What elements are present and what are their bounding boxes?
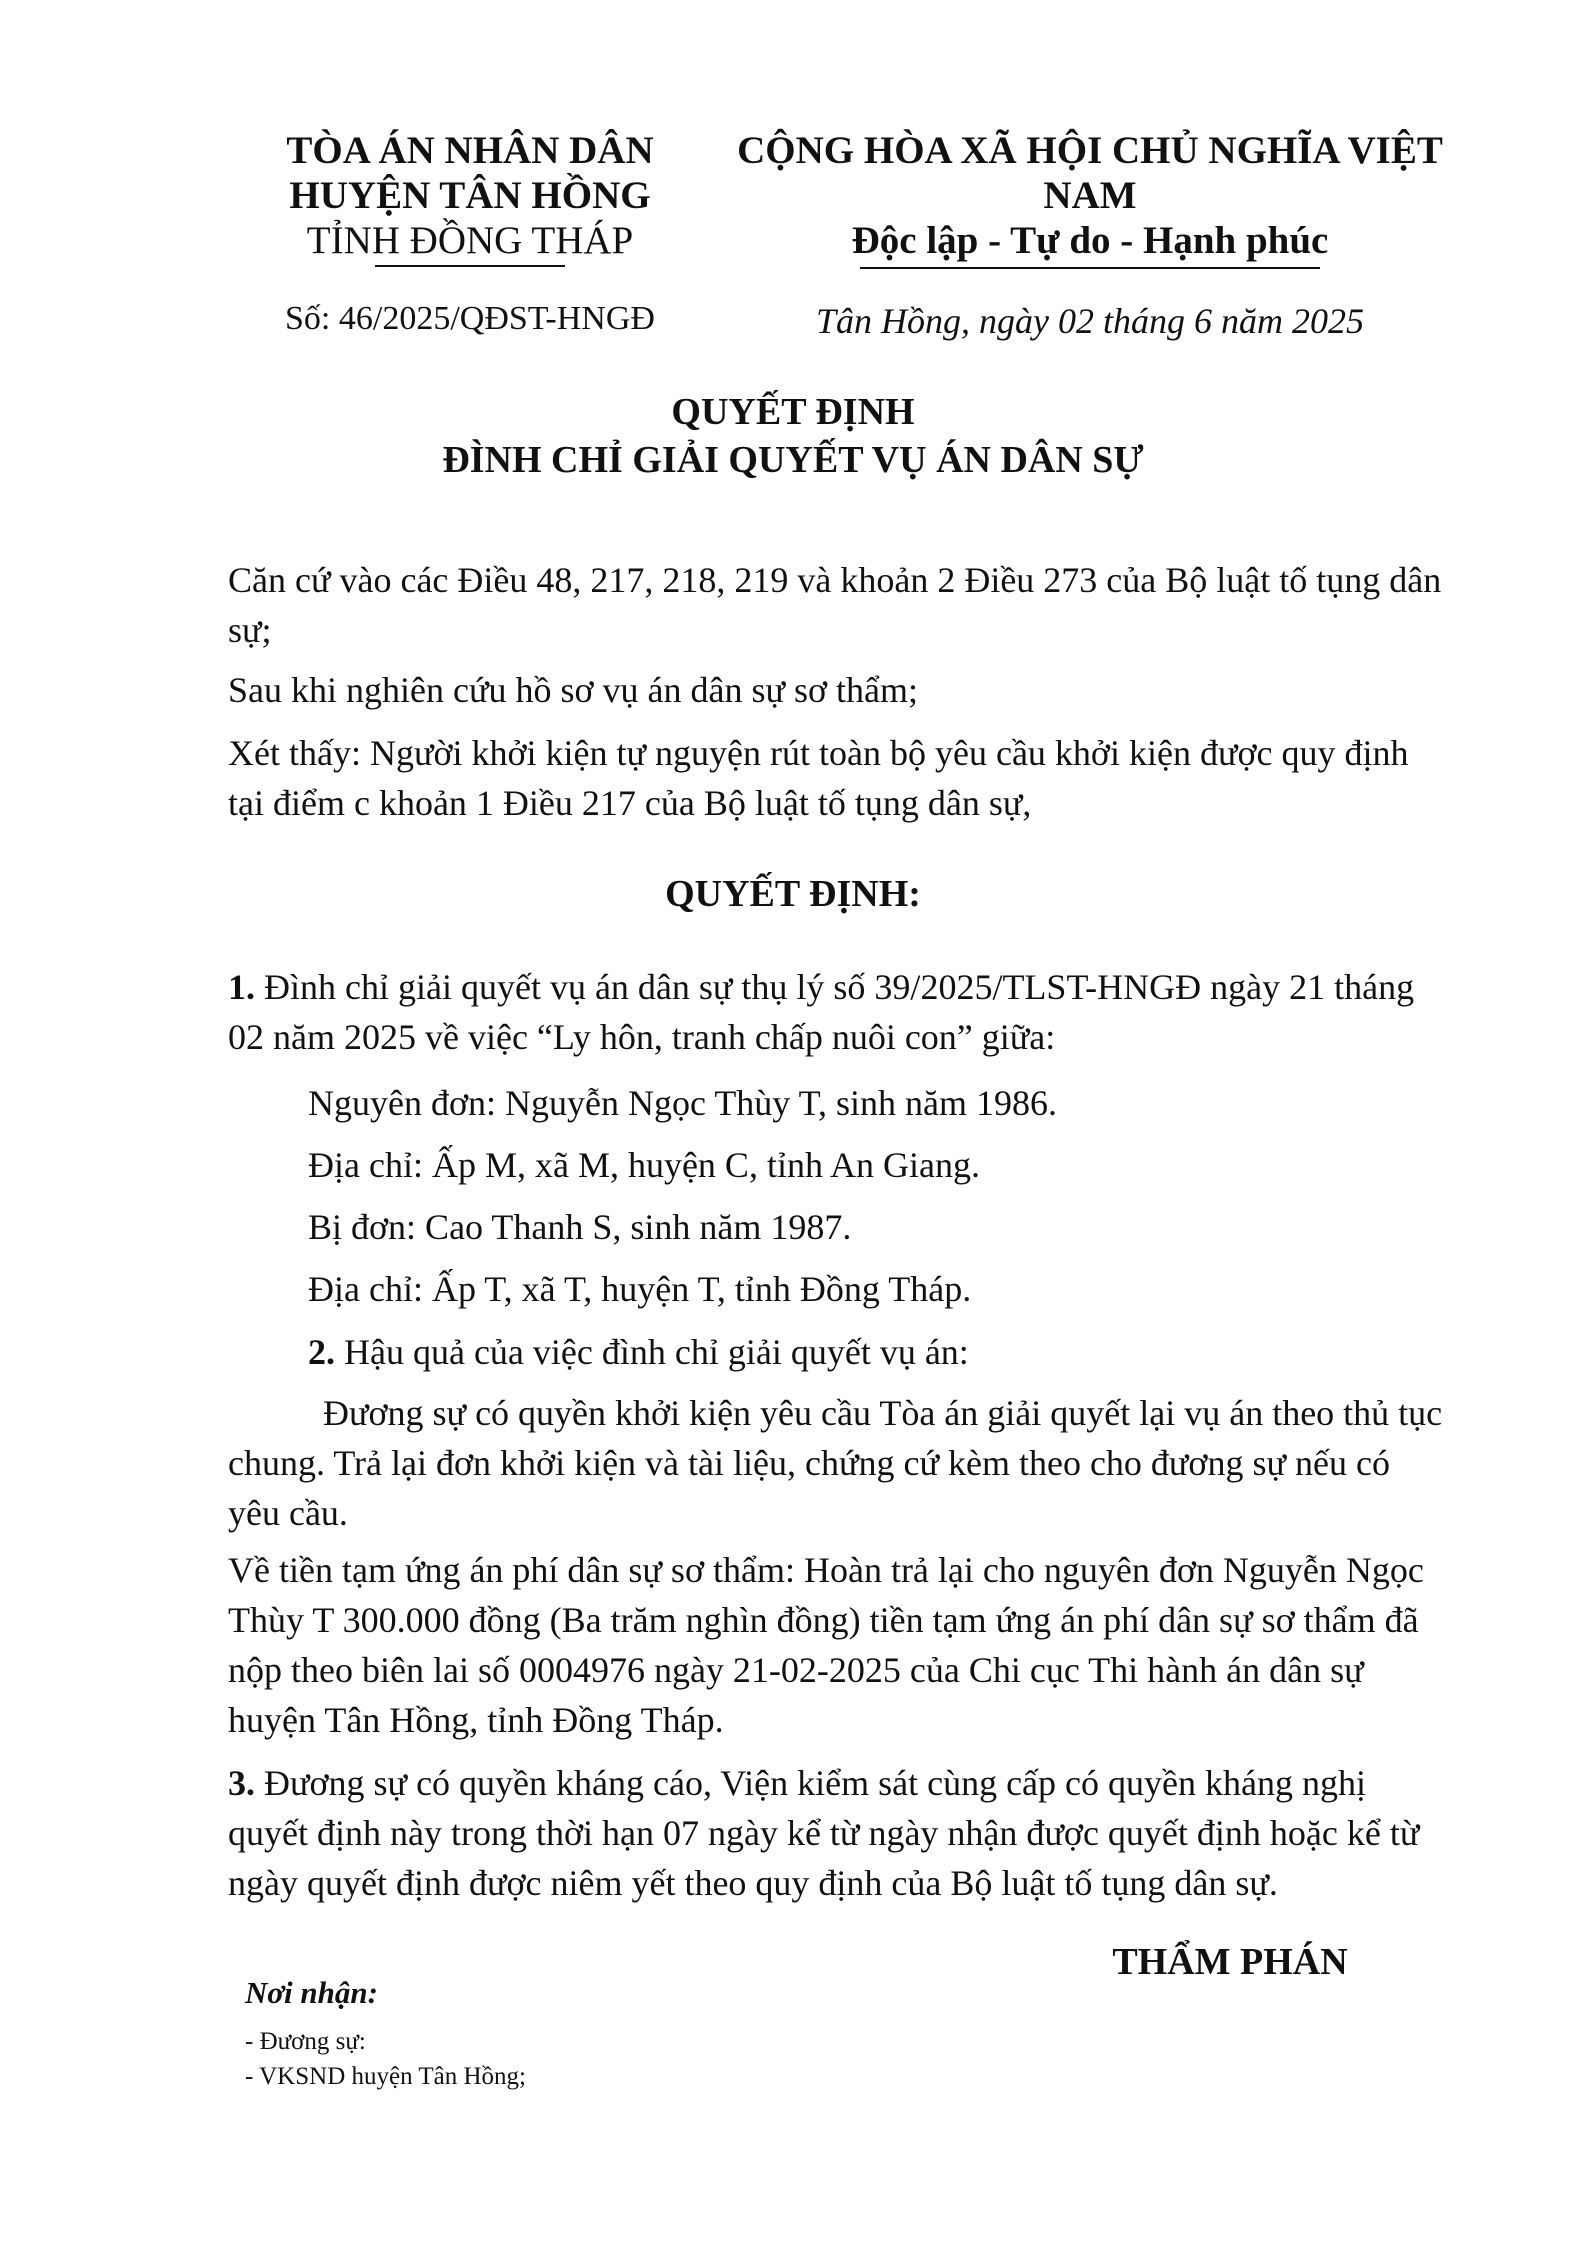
decision-heading: QUYẾT ĐỊNH: <box>665 873 921 915</box>
court-province: TỈNH ĐỒNG THÁP <box>306 219 634 262</box>
court-header <box>200 128 740 267</box>
court-header-divider <box>375 265 565 267</box>
document-date: Tân Hồng, ngày 02 tháng 6 năm 2025 <box>816 301 1364 341</box>
document-title-line1: QUYẾT ĐỊNH <box>671 391 915 433</box>
national-title: CỘNG HÒA XÃ HỘI CHỦ NGHĨA VIỆT NAM <box>737 129 1443 217</box>
item-text: Đương sự có quyền kháng cáo, Viện kiểm sát cùng cấp có quyền kháng nghị quyết định này trong thời hạn 07 ngày kể từ ngày nhận được quyết định hoặc kể từ ngày quyết định được niêm yết theo quy định của Bộ luật tố tụng dân sự. <box>228 1763 1420 1903</box>
recipient-item: - Đương sự: <box>245 2028 366 2055</box>
defendant-address: Địa chỉ: Ấp T, xã T, huyện T, tỉnh Đồng Tháp. <box>308 1269 972 1309</box>
item-text: Đình chỉ giải quyết vụ án dân sự thụ lý số 39/2025/TLST-HNGĐ ngày 21 tháng 02 năm 2025 về việc “Ly hôn, tranh chấp nuôi con” giữa: <box>228 967 1415 1057</box>
consequence-paragraph: Đương sự có quyền khởi kiện yêu cầu Tòa án giải quyết lại vụ án theo thủ tục chung. Trả lại đơn khởi kiện và tài liệu, chứng cứ kèm theo cho đương sự nếu có yêu cầu. <box>228 1393 1443 1533</box>
national-header <box>700 128 1480 269</box>
item-number: 2. <box>308 1332 335 1372</box>
plaintiff-address: Địa chỉ: Ấp M, xã M, huyện C, tỉnh An Giang. <box>308 1145 980 1185</box>
preamble-review: Sau khi nghiên cứu hồ sơ vụ án dân sự sơ thẩm; <box>228 670 919 710</box>
decision-item-2 <box>308 1327 1443 1377</box>
item-number: 1. <box>228 967 255 1007</box>
defendant: Bị đơn: Cao Thanh S, sinh năm 1987. <box>308 1207 852 1247</box>
decision-item-3 <box>228 1758 1443 1908</box>
court-name-line1: TÒA ÁN NHÂN DÂN <box>286 129 654 172</box>
plaintiff: Nguyên đơn: Nguyễn Ngọc Thùy T, sinh năm 1986. <box>308 1083 1057 1123</box>
recipient-item: - VKSND huyện Tân Hồng; <box>245 2063 527 2090</box>
document-title <box>0 388 1586 484</box>
item-number: 3. <box>228 1763 255 1803</box>
recipients-label: Nơi nhận: <box>245 1975 378 2010</box>
fee-refund-paragraph: Về tiền tạm ứng án phí dân sự sơ thẩm: Hoàn trả lại cho nguyên đơn Nguyễn Ngọc Thùy T 300.000 đồng (Ba trăm nghìn đồng) tiền tạm ứng án phí dân sự sơ thẩm đã nộp theo biên lai số 0004976 ngày 21-02-2025 của Chi cục Thi hành án dân sự huyện Tân Hồng, tỉnh Đồng Tháp. <box>228 1550 1424 1740</box>
preamble-legal-basis: Căn cứ vào các Điều 48, 217, 218, 219 và khoản 2 Điều 273 của Bộ luật tố tụng dân sự; <box>228 560 1442 650</box>
preamble-finding: Xét thấy: Người khởi kiện tự nguyện rút toàn bộ yêu cầu khởi kiện được quy định tại điểm c khoản 1 Điều 217 của Bộ luật tố tụng dân sự, <box>228 733 1409 823</box>
national-motto-divider <box>860 267 1320 269</box>
document-number: Số: 46/2025/QĐST-HNGĐ <box>285 300 655 337</box>
court-name-line2: HUYỆN TÂN HỒNG <box>289 174 651 217</box>
item-text: Hậu quả của việc đình chỉ giải quyết vụ án: <box>335 1332 969 1372</box>
national-motto: Độc lập - Tự do - Hạnh phúc <box>851 219 1329 262</box>
signature-title: THẨM PHÁN <box>1112 1941 1348 1983</box>
document-title-line2: ĐÌNH CHỈ GIẢI QUYẾT VỤ ÁN DÂN SỰ <box>442 439 1144 481</box>
decision-item-1 <box>228 962 1443 1062</box>
